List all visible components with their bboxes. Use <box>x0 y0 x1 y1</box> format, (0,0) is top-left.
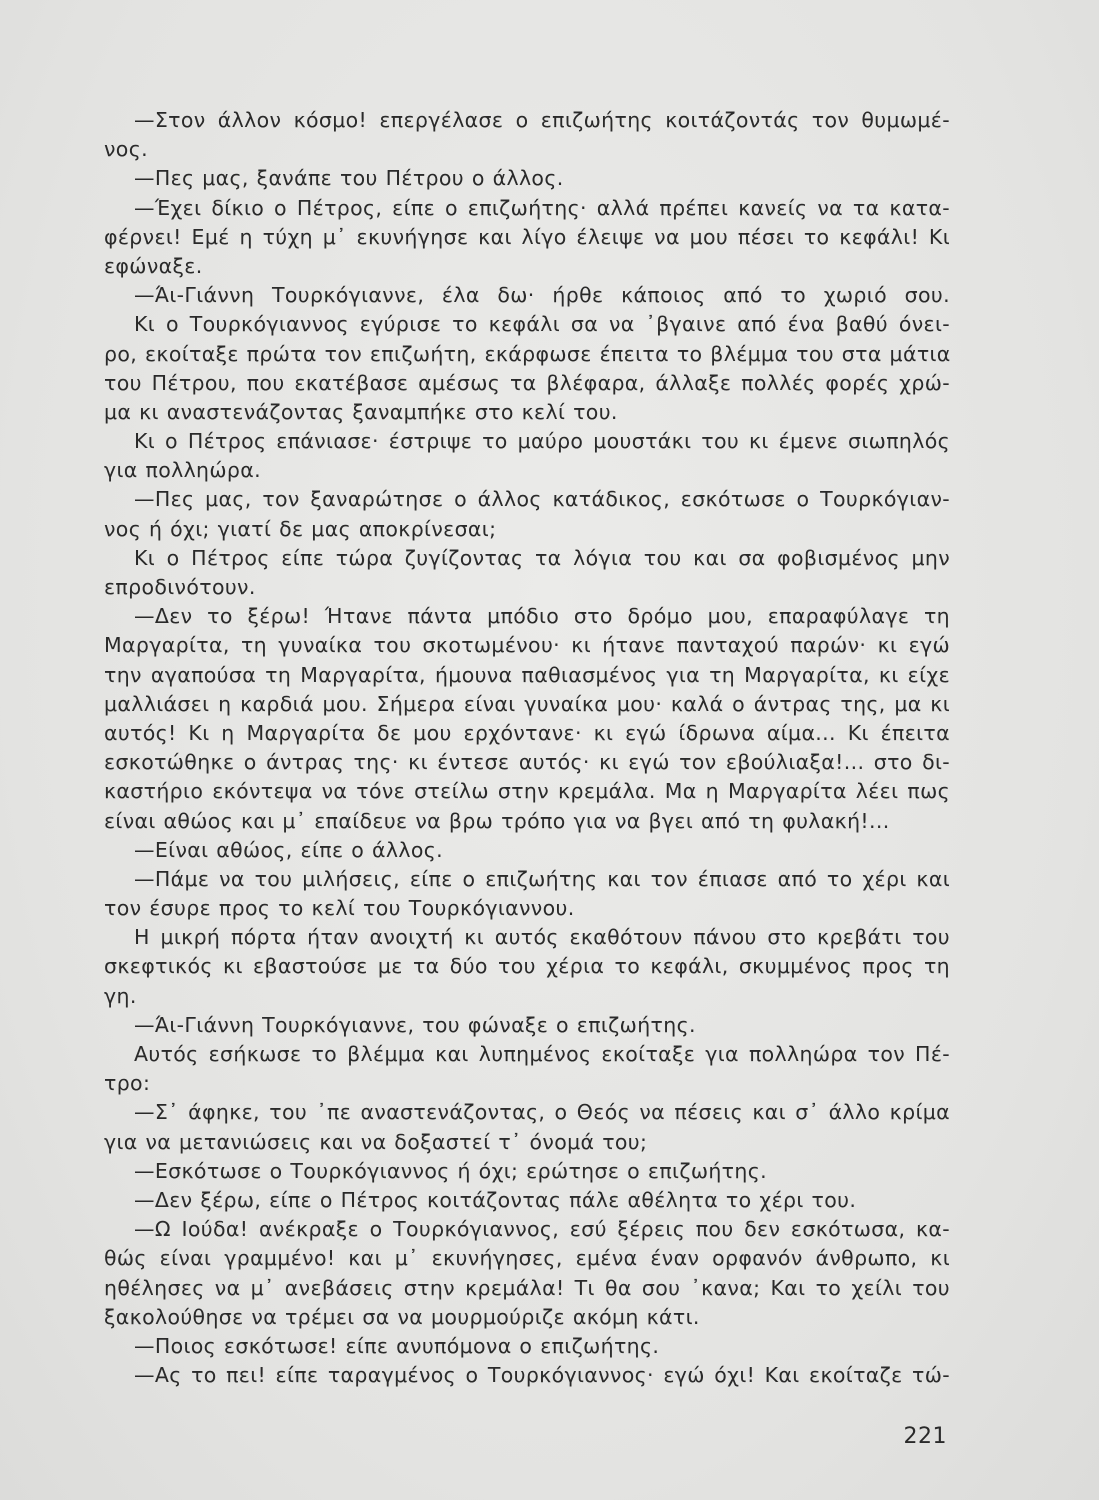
text-line: για να μετανιώσεις και να δοξαστεί τ᾽ όνομά του; <box>104 1129 648 1154</box>
text-line: είναι αθώος και μ᾽ επαίδευε να βρω τρόπο για να βγει από τη φυλακή!... <box>104 808 890 833</box>
text-line: ρο, εκοίταξε πρώτα τον επιζωήτη, εκάρφωσε έπειτα το βλέμμα του στα μάτια <box>104 341 951 366</box>
text-line: Μαργαρίτα, τη γυναίκα του σκοτωμένου· κι ήτανε πανταχού παρών· κι εγώ <box>104 633 950 658</box>
text-line: Η μικρή πόρτα ήταν ανοιχτή κι αυτός εκαθότουν πάνου στο κρεβάτι του <box>134 925 950 950</box>
text-line: εφώναξε. <box>104 253 203 278</box>
text-line: καστήριο εκόντεψα να τόνε στείλω στην κρεμάλα. Μα η Μαργαρίτα λέει πως <box>104 779 950 804</box>
text-line: Κι ο Πέτρος είπε τώρα ζυγίζοντας τα λόγια του και σα φοβισμένος μην <box>134 545 950 570</box>
page-number: 221 <box>903 1424 947 1449</box>
text-line: Κι ο Πέτρος επάνιασε· έστριψε το μαύρο μουστάκι του κι έμενε σιωπηλός <box>134 429 950 454</box>
text-line: —Ας το πει! είπε ταραγμένος ο Τουρκόγιαννος· εγώ όχι! Και εκοίταζε τώ- <box>134 1363 950 1388</box>
text-line: την αγαπούσα τη Μαργαρίτα, ήμουνα παθιασμένος για τη Μαργαρίτα, κι είχε <box>104 662 950 687</box>
text-line: —Πες μας, τον ξαναρώτησε ο άλλος κατάδικος, εσκότωσε ο Τουρκόγιαν- <box>134 487 950 512</box>
page-body-text <box>104 106 950 1390</box>
text-line: για πολληώρα. <box>104 458 261 483</box>
text-line: τον έσυρε προς το κελί του Τουρκόγιαννου. <box>104 896 575 921</box>
text-line: του Πέτρου, που εκατέβασε αμέσως τα βλέφαρα, άλλαξε πολλές φορές χρώ- <box>104 370 950 395</box>
text-line: —Εσκότωσε ο Τουρκόγιαννος ή όχι; ερώτησε ο επιζωήτης. <box>134 1158 767 1183</box>
text-line: μαλλιάσει η καρδιά μου. Σήμερα είναι γυναίκα μου· καλά ο άντρας της, μα κι <box>104 691 950 716</box>
text-line: Αυτός εσήκωσε το βλέμμα και λυπημένος εκοίταξε για πολληώρα τον Πέ- <box>134 1042 950 1066</box>
text-line: μα κι αναστενάζοντας ξαναμπήκε στο κελί του. <box>104 399 618 424</box>
text-line: θώς είναι γραμμένο! και μ᾽ εκυνήγησες, εμένα έναν ορφανόν άνθρωπο, κι <box>104 1246 950 1271</box>
text-line: ηθέλησες να μ᾽ ανεβάσεις στην κρεμάλα! Τι θα σου ᾽κανα; Και το χείλι του <box>104 1275 950 1300</box>
text-line: εσκοτώθηκε ο άντρας της· κι έντεσε αυτός· κι εγώ τον εβούλιαξα!... στο δι- <box>104 750 950 775</box>
text-line: —Άι-Γιάννη Τουρκόγιαννε, του φώναξε ο επιζωήτης. <box>134 1012 696 1037</box>
text-line: επροδινότουν. <box>104 575 256 599</box>
text-line: —Πάμε να του μιλήσεις, είπε ο επιζωήτης και τον έπιασε από το χέρι και <box>134 866 950 891</box>
text-line: ξακολούθησε να τρέμει σα να μουρμούριζε ακόμη κάτι. <box>104 1304 700 1329</box>
text-line: τρο: <box>104 1071 151 1096</box>
text-line: αυτός! Κι η Μαργαρίτα δε μου ερχόντανε· κι εγώ ίδρωνα αίμα... Κι έπειτα <box>104 720 950 745</box>
text-line: —Δεν ξέρω, είπε ο Πέτρος κοιτάζοντας πάλε αθέλητα το χέρι του. <box>134 1187 857 1212</box>
text-line: —Στον άλλον κόσμο! επεργέλασε ο επιζωήτης κοιτάζοντάς τον θυμωμέ- <box>134 108 950 132</box>
text-line: —Άι-Γιάννη Τουρκόγιαννε, έλα δω· ήρθε κάποιος από το χωριό σου. <box>134 283 950 308</box>
text-line: γη. <box>104 983 137 1008</box>
text-line: —Ω Ιούδα! ανέκραξε ο Τουρκόγιαννος, εσύ ξέρεις που δεν εσκότωσα, κα- <box>134 1217 950 1242</box>
text-line: —Πες μας, ξανάπε του Πέτρου ο άλλος. <box>134 166 564 191</box>
text-line: —Σ᾽ άφηκε, του ᾽πε αναστενάζοντας, ο Θεός να πέσεις και σ᾽ άλλο κρίμα <box>134 1100 950 1125</box>
text-line: —Δεν το ξέρω! Ήτανε πάντα μπόδιο στο δρόμο μου, επαραφύλαγε τη <box>134 604 950 629</box>
text-line: —Έχει δίκιο ο Πέτρος, είπε ο επιζωήτης· αλλά πρέπει κανείς να τα κατα- <box>134 195 950 220</box>
text-line: σκεφτικός κι εβαστούσε με τα δύο του χέρια το κεφάλι, σκυμμένος προς τη <box>104 954 950 979</box>
text-line: Κι ο Τουρκόγιαννος εγύρισε το κεφάλι σα να ᾽βγαινε από ένα βαθύ όνει- <box>134 312 950 337</box>
text-line: —Είναι αθώος, είπε ο άλλος. <box>134 837 443 862</box>
text-line: —Ποιος εσκότωσε! είπε ανυπόμονα ο επιζωήτης. <box>134 1333 660 1358</box>
text-line: νος. <box>104 137 148 162</box>
text-line: φέρνει! Εμέ η τύχη μ᾽ εκυνήγησε και λίγο έλειψε να μου πέσει το κεφάλι! Κι <box>104 224 950 249</box>
text-line: νος ή όχι; γιατί δε μας αποκρίνεσαι; <box>104 516 497 541</box>
